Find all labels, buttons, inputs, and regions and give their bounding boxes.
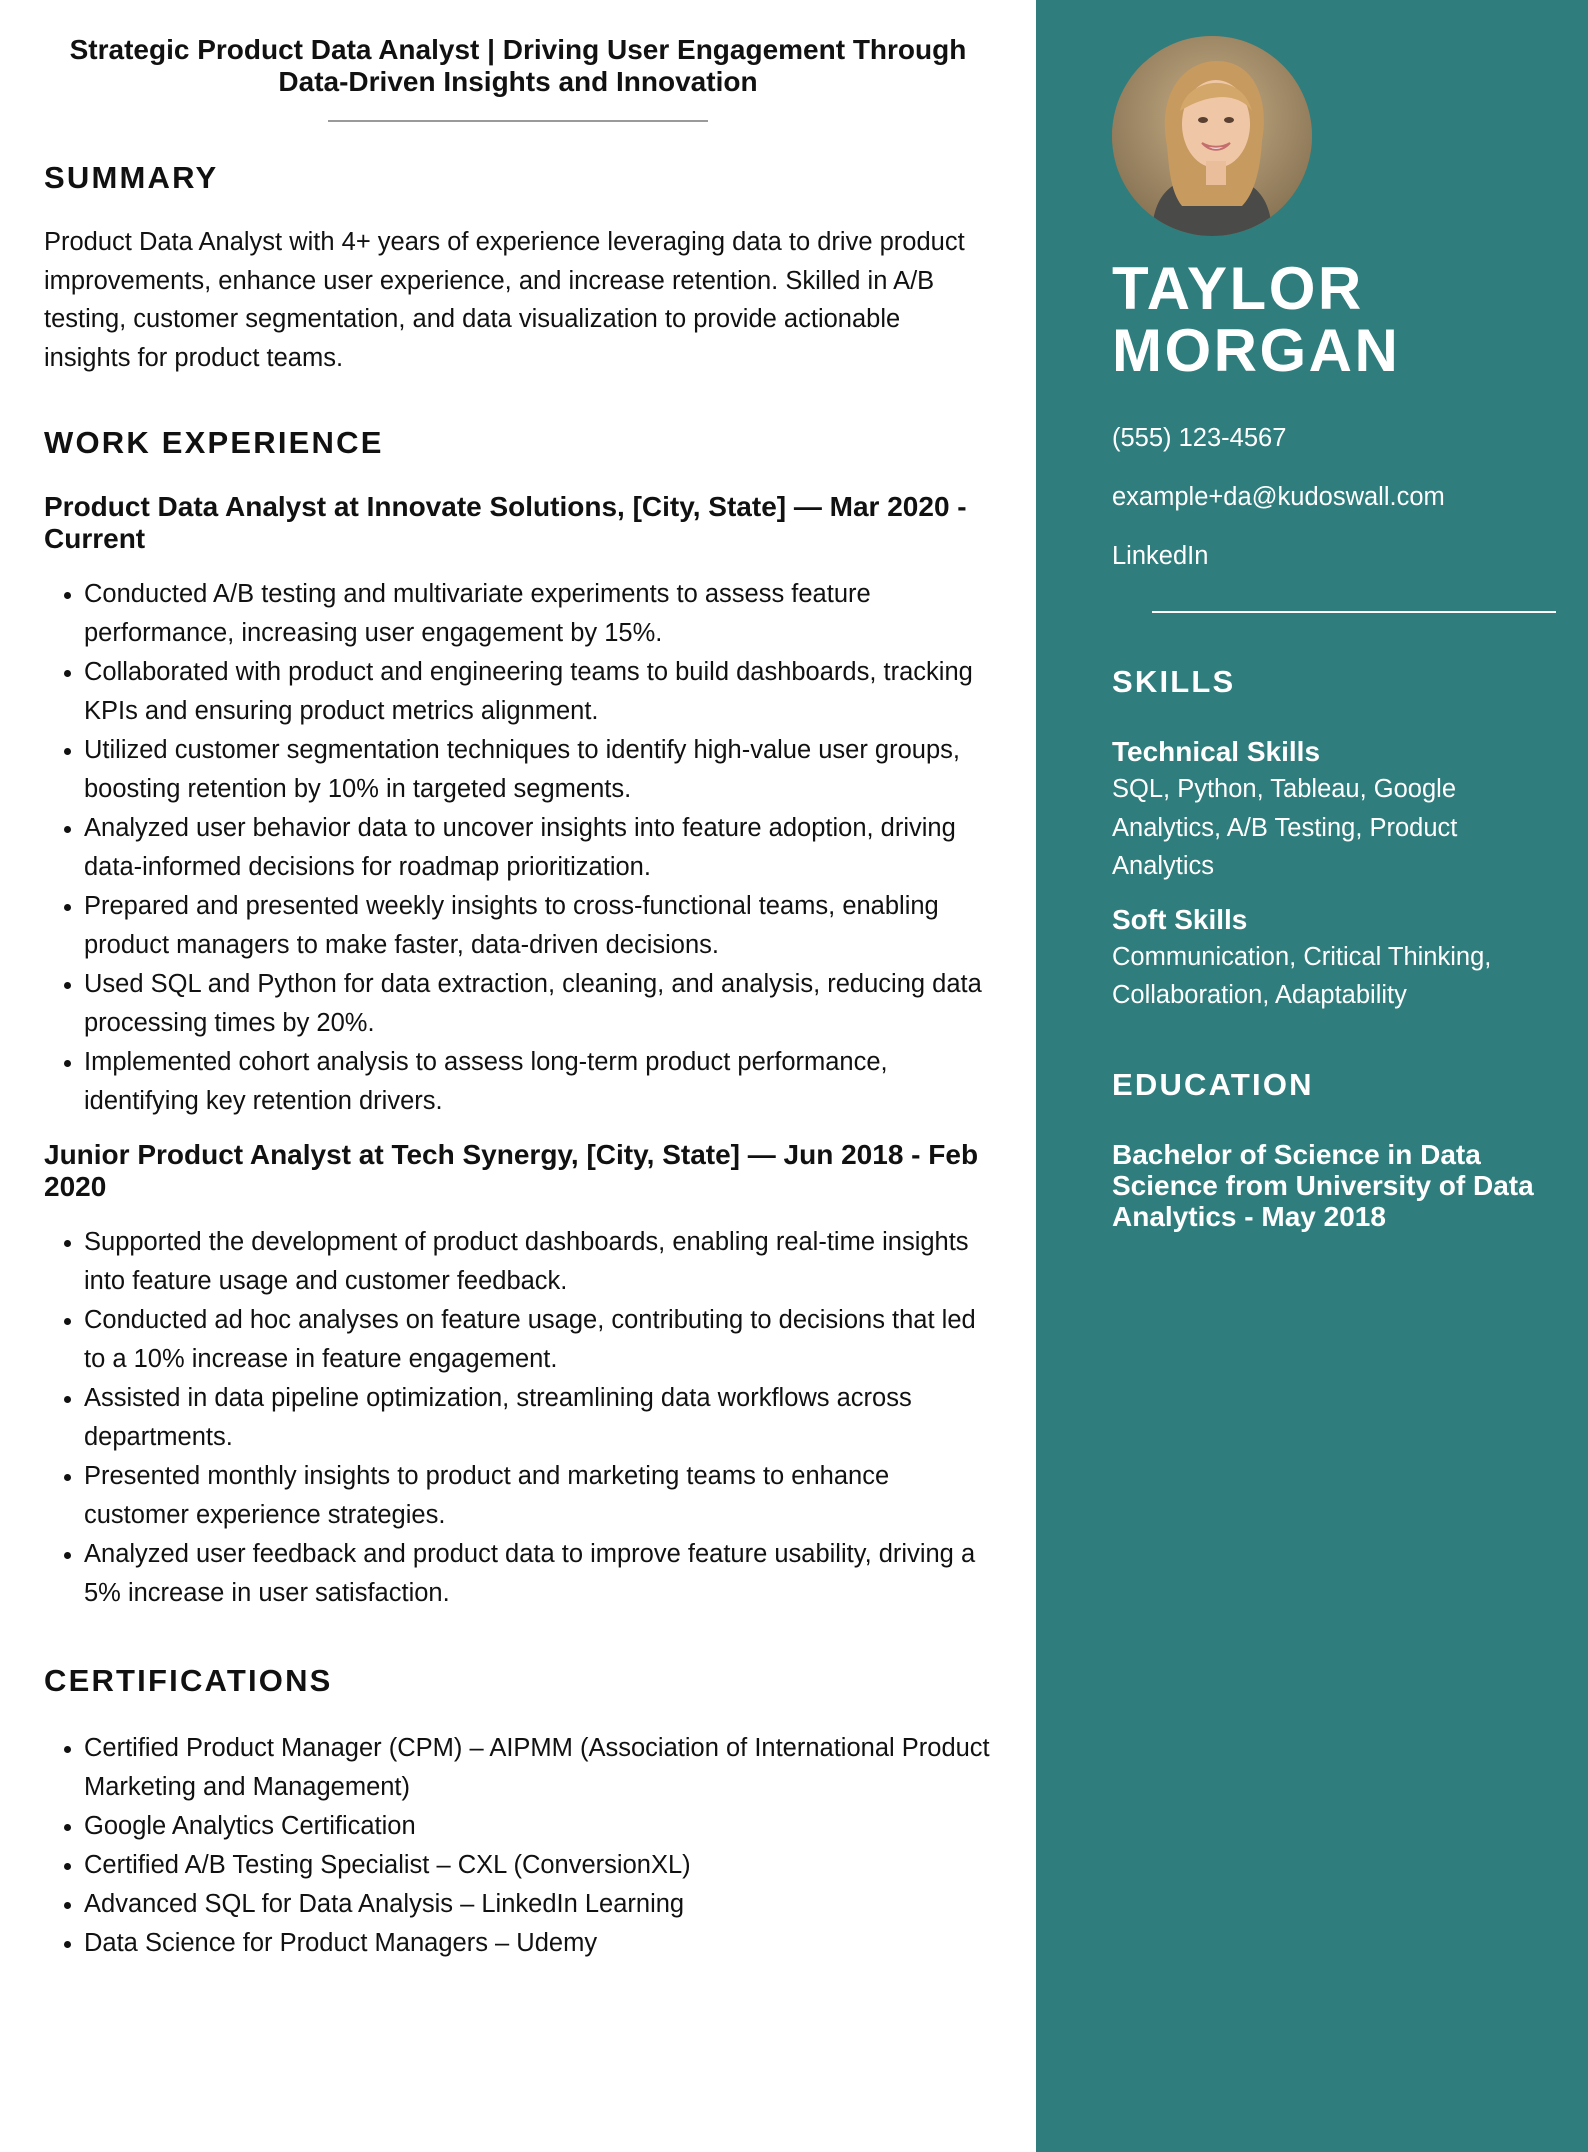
job-bullet: • Implemented cohort analysis to assess long-term product performance, identifying key retention drivers.: [84, 1043, 992, 1121]
job-bullet: • Collaborated with product and engineering teams to build dashboards, tracking KPIs and ensuring product metrics alignment.: [84, 653, 992, 731]
certification-item: • Certified A/B Testing Specialist – CXL (ConversionXL): [84, 1846, 992, 1885]
candidate-name: [1112, 255, 1558, 384]
technical-skills-text: SQL, Python, Tableau, Google Analytics, A/B Testing, Product Analytics: [1112, 775, 1458, 880]
email-address[interactable]: example+da@kudoswall.com: [1112, 483, 1445, 511]
phone-number: (555) 123-4567: [1112, 424, 1287, 452]
job-bullets: [44, 575, 992, 1121]
certification-item: • Certified Product Manager (CPM) – AIPMM (Association of International Product Marketing and Management): [84, 1729, 992, 1807]
certifications-heading: CERTIFICATIONS: [44, 1663, 333, 1698]
job-bullet: • Utilized customer segmentation techniques to identify high-value user groups, boosting retention by 10% in targeted segments.: [84, 731, 992, 809]
soft-skills: [1112, 904, 1558, 1015]
technical-skills: [1112, 736, 1558, 886]
job-bullet: • Conducted A/B testing and multivariate experiments to assess feature performance, increasing user engagement by 15%.: [84, 575, 992, 653]
summary-heading: SUMMARY: [44, 160, 219, 195]
resume-headline: Strategic Product Data Analyst | Driving User Engagement Through Data-Driven Insights and Innovation: [69, 34, 967, 97]
sidebar-divider: [1152, 611, 1556, 613]
job-bullets: [44, 1223, 992, 1613]
certification-item: • Data Science for Product Managers – Udemy: [84, 1924, 992, 1963]
linkedin-link[interactable]: LinkedIn: [1112, 542, 1209, 570]
job-bullet: • Analyzed user feedback and product data to improve feature usability, driving a 5% increase in user satisfaction.: [84, 1535, 992, 1613]
job-bullet: • Presented monthly insights to product and marketing teams to enhance customer experience strategies.: [84, 1457, 992, 1535]
contact-info: [1112, 424, 1558, 570]
technical-skills-title: Technical Skills: [1112, 736, 1321, 767]
education-text: Bachelor of Science in Data Science from University of Data Analytics - May 2018: [1112, 1138, 1534, 1232]
education-heading: EDUCATION: [1112, 1066, 1314, 1102]
job-bullet: • Assisted in data pipeline optimization, streamlining data workflows across departments.: [84, 1379, 992, 1457]
first-name: TAYLOR: [1112, 255, 1364, 322]
portrait-photo: [1112, 36, 1312, 236]
soft-skills-text: Communication, Critical Thinking, Collaboration, Adaptability: [1112, 942, 1492, 1009]
summary-text: Product Data Analyst with 4+ years of experience leveraging data to drive product improvements, enhance user experience, and increase retention. Skilled in A/B testing, customer segmentation, and data visualization to provide actionable insights for product teams.: [44, 228, 965, 372]
certification-item: • Advanced SQL for Data Analysis – LinkedIn Learning: [84, 1885, 992, 1924]
job-title: Junior Product Analyst at Tech Synergy, [City, State] — Jun 2018 - Feb 2020: [44, 1139, 979, 1202]
certification-list: [44, 1729, 992, 1963]
job-bullet: • Prepared and presented weekly insights to cross-functional teams, enabling product managers to make faster, data-driven decisions.: [84, 887, 992, 965]
job-bullet: • Supported the development of product dashboards, enabling real-time insights into feature usage and customer feedback.: [84, 1223, 992, 1301]
skills-heading: SKILLS: [1112, 664, 1236, 699]
job-title: Product Data Analyst at Innovate Solutions, [City, State] — Mar 2020 - Current: [44, 491, 967, 554]
sidebar: [1036, 0, 1588, 2152]
last-name: MORGAN: [1112, 317, 1401, 384]
certification-item: • Google Analytics Certification: [84, 1807, 992, 1846]
avatar: [1112, 36, 1312, 236]
job-bullet: • Used SQL and Python for data extraction, cleaning, and analysis, reducing data processing times by 20%.: [84, 965, 992, 1043]
soft-skills-title: Soft Skills: [1112, 903, 1248, 935]
work-experience-heading: WORK EXPERIENCE: [44, 425, 384, 460]
headline-divider: [328, 120, 708, 122]
job-bullet: • Analyzed user behavior data to uncover insights into feature adoption, driving data-informed decisions for roadmap prioritization.: [84, 809, 992, 887]
job-bullet: • Conducted ad hoc analyses on feature usage, contributing to decisions that led to a 10% increase in feature engagement.: [84, 1301, 992, 1379]
